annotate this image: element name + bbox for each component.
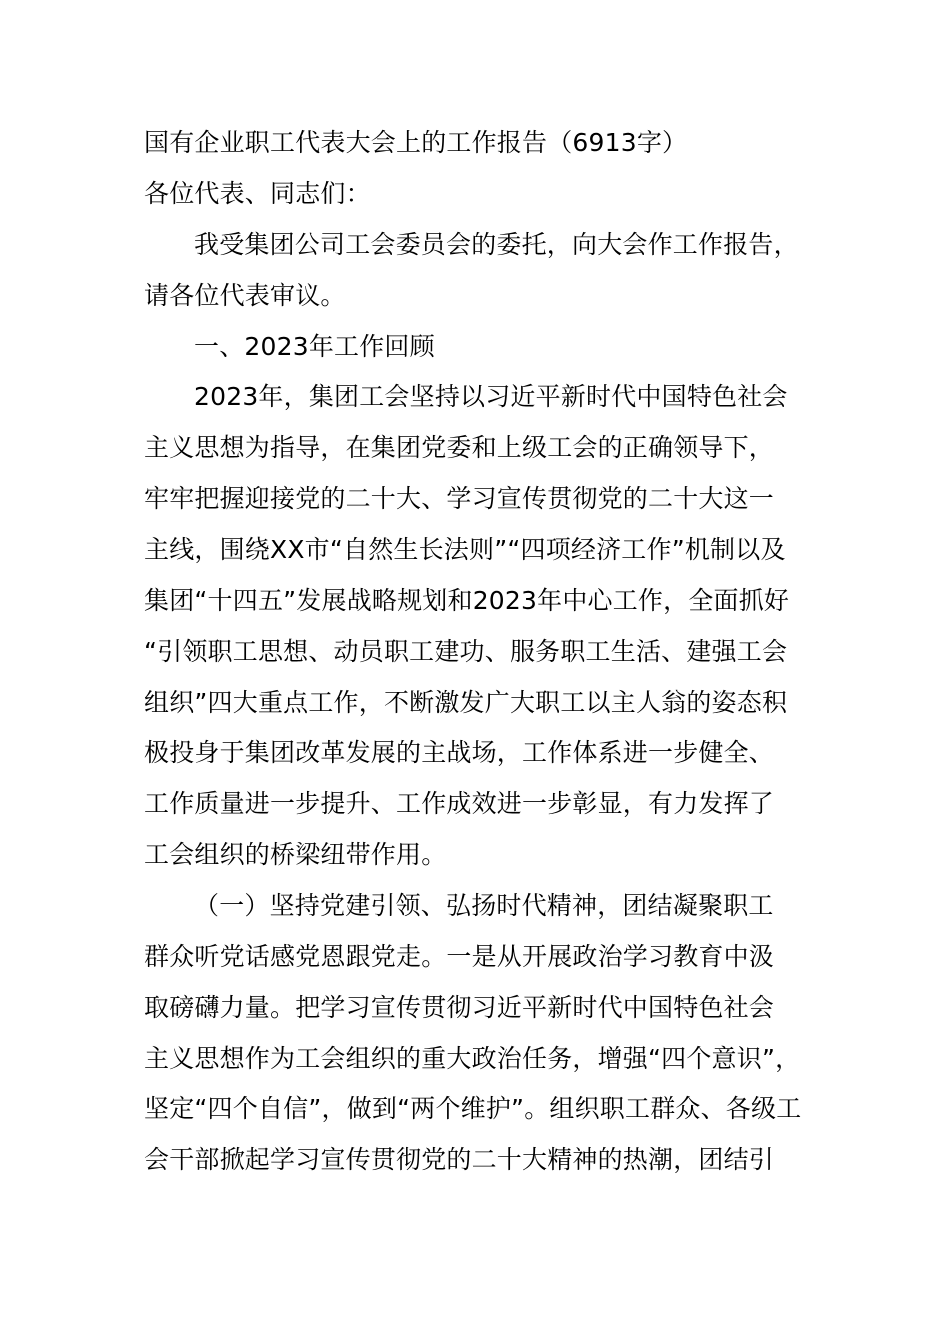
- text-line: 主义思想作为工会组织的重大政治任务，增强“四个意识”，: [144, 1044, 801, 1073]
- text-line: 群众听党话感党恩跟党走。一是从开展政治学习教育中汲: [144, 942, 775, 971]
- text-line: 工作质量进一步提升、工作成效进一步彰显，有力发挥了: [144, 789, 775, 818]
- section-heading: 一、2023年工作回顾: [194, 332, 435, 361]
- text-line: 我受集团公司工会委员会的委托，向大会作工作报告，: [194, 230, 799, 259]
- text-line: 组织”四大重点工作，不断激发广大职工以主人翁的姿态积: [144, 688, 788, 717]
- text-line: 极投身于集团改革发展的主战场，工作体系进一步健全、: [144, 738, 775, 767]
- text-line: 坚定“四个自信”，做到“两个维护”。组织职工群众、各级工: [144, 1094, 802, 1123]
- text-line: 取磅礴力量。把学习宣传贯彻习近平新时代中国特色社会: [144, 993, 775, 1022]
- text-line: 牢牢把握迎接党的二十大、学习宣传贯彻党的二十大这一: [144, 484, 775, 513]
- text-line: 会干部掀起学习宣传贯彻党的二十大精神的热潮，团结引: [144, 1145, 775, 1174]
- text-line: 工会组织的桥梁纽带作用。: [144, 840, 447, 869]
- text-line: 主线，围绕XX市“自然生长法则”“四项经济工作”机制以及: [144, 535, 786, 564]
- text-line: “引领职工思想、动员职工建功、服务职工生活、建强工会: [144, 637, 788, 666]
- salutation: 各位代表、同志们：: [144, 179, 371, 208]
- text-line: 主义思想为指导，在集团党委和上级工会的正确领导下，: [144, 433, 775, 462]
- text-line: 集团“十四五”发展战略规划和2023年中心工作，全面抓好: [144, 586, 790, 615]
- text-line: 2023年，集团工会坚持以习近平新时代中国特色社会: [194, 382, 788, 411]
- document-title: 国有企业职工代表大会上的工作报告（6913字）: [144, 128, 688, 157]
- subsection-heading: （一）坚持党建引领、弘扬时代精神，团结凝聚职工: [194, 891, 774, 920]
- text-line: 请各位代表审议。: [144, 281, 346, 310]
